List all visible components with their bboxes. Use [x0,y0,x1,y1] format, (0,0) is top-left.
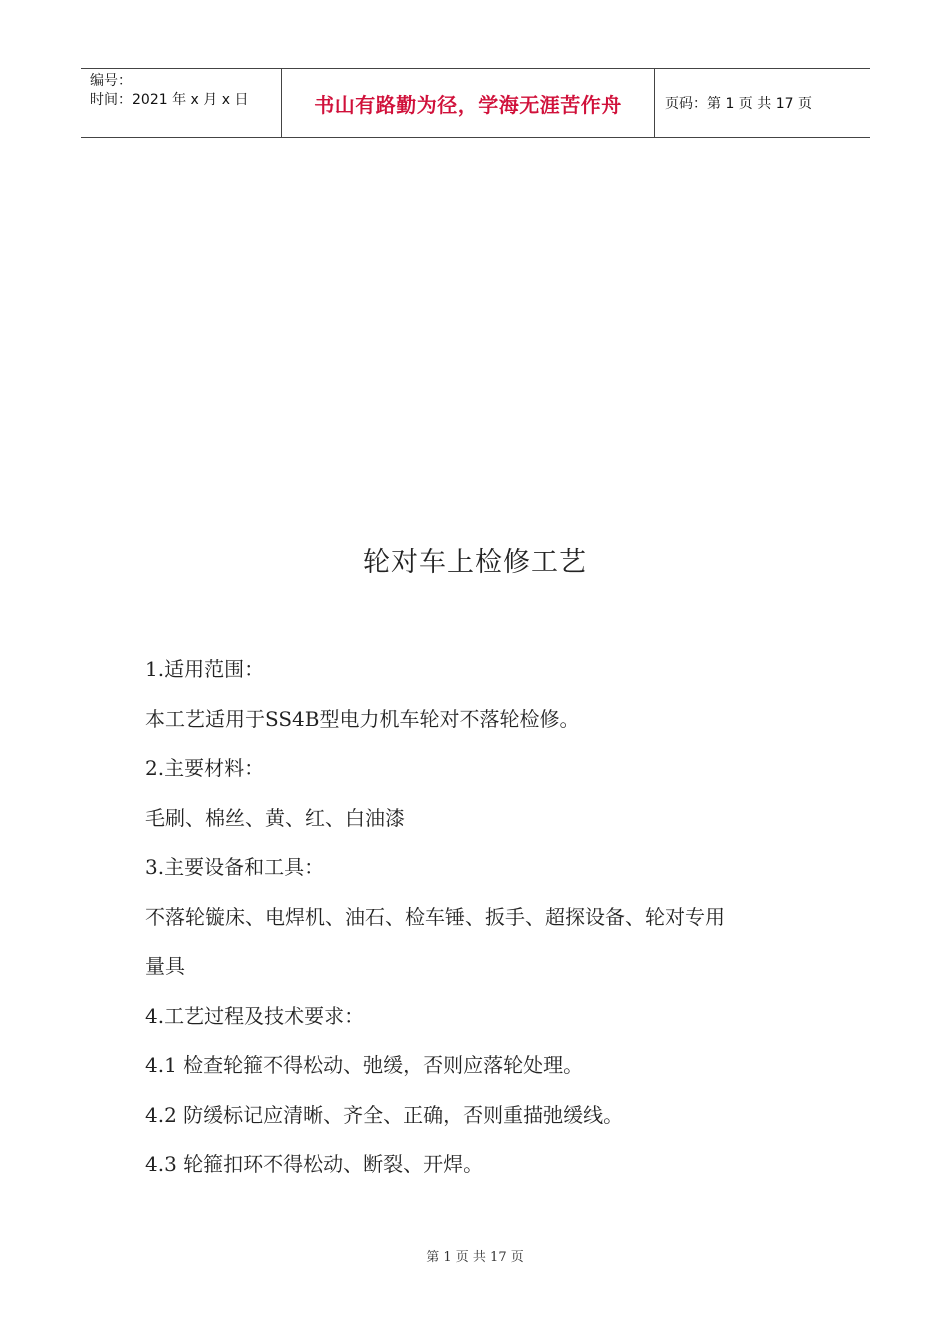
process-item-4-3: 4.3 轮箍扣环不得松动、断裂、开焊。 [145,1152,484,1176]
paragraph-materials: 毛刷、棉丝、黄、红、白油漆 [145,805,405,830]
header-meta-cell [81,69,282,137]
motto-text: 书山有路勤为径，学海无涯苦作舟 [314,92,622,117]
section-heading-equipment: 3.主要设备和工具： [145,855,325,879]
section-heading-process: 4.工艺过程及技术要求： [145,1003,365,1028]
page-header [81,68,870,138]
document-title: 轮对车上检修工艺 [363,547,587,578]
document-body [145,645,825,1190]
number-label: 编号： [90,73,132,89]
time-label: 时间：2021 年 x 月 x 日 [90,92,249,108]
paragraph-equipment: 不落轮镟床、电焊机、油石、检车锤、扳手、超探设备、轮对专用 [145,904,725,929]
process-item-4-2: 4.2 防缓标记应清晰、齐全、正确，否则重描弛缓线。 [145,1102,624,1127]
paragraph-equipment-cont: 量具 [145,954,185,978]
header-page-info: 页码：第 1 页 共 17 页 [665,96,812,112]
process-item-4-1: 4.1 检查轮箍不得松动、弛缓，否则应落轮处理。 [145,1053,584,1077]
section-heading-scope: 1.适用范围： [145,657,265,681]
header-page-cell [655,69,870,137]
section-heading-materials: 2.主要材料： [145,756,265,780]
page-footer: 第 1 页 共 17 页 [426,1250,524,1265]
paragraph-scope: 本工艺适用于SS4B型电力机车轮对不落轮检修。 [145,706,580,731]
header-motto-cell [282,69,655,137]
